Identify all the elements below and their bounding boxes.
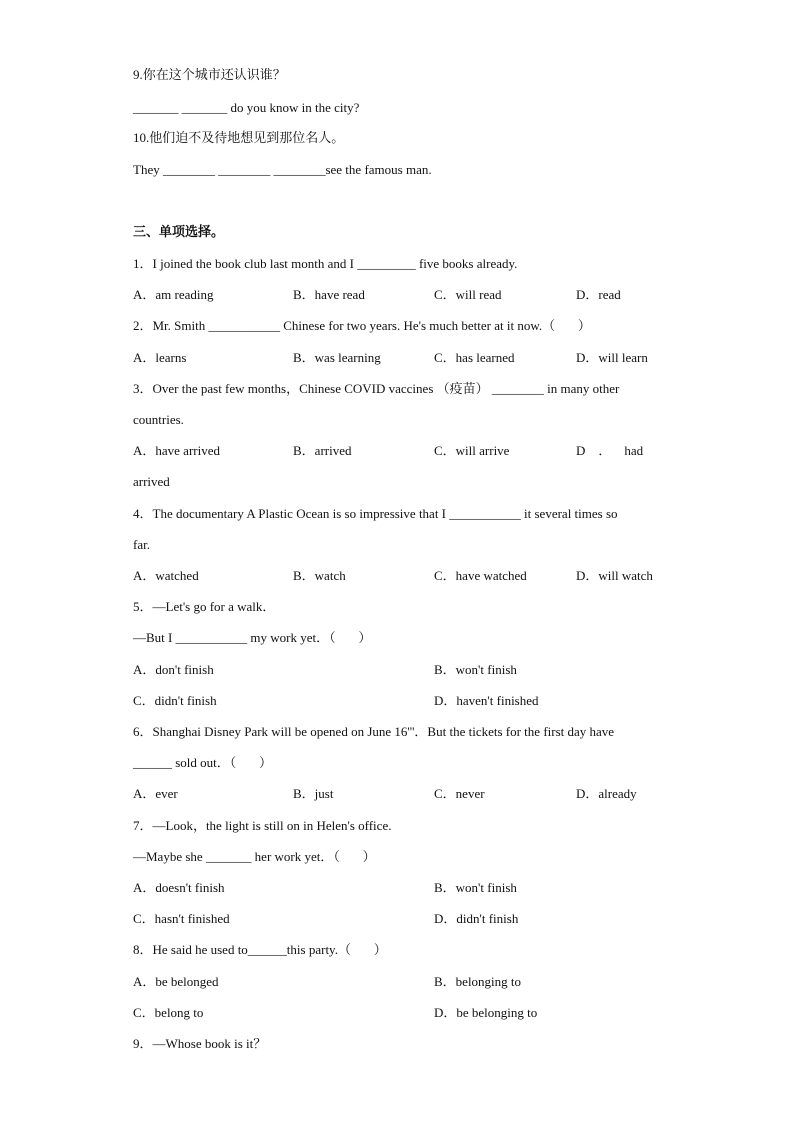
option-a[interactable]: A．doesn't finish [133,880,225,895]
question-stem-continued: countries. [133,412,184,427]
option-d[interactable]: D．will learn [576,350,648,365]
option-d[interactable]: D．didn't finish [434,911,519,926]
option-b[interactable]: B．arrived [293,443,352,458]
option-c[interactable]: C．will arrive [434,443,510,458]
option-a[interactable]: A．don't finish [133,662,214,677]
option-a[interactable]: A．ever [133,786,178,801]
question-stem: 7．—Look，the light is still on in Helen's office. [133,818,392,833]
option-a[interactable]: A．be belonged [133,974,219,989]
option-d[interactable]: D．haven't finished [434,693,539,708]
option-a[interactable]: A．learns [133,350,187,365]
question-stem: 4．The documentary A Plastic Ocean is so impressive that I ___________ it several times so [133,506,618,521]
option-c[interactable]: C．has learned [434,350,515,365]
option-b[interactable]: B．won't finish [434,880,517,895]
option-d[interactable]: D．will watch [576,568,653,583]
option-c[interactable]: C．hasn't finished [133,911,230,926]
question-stem-continued: ______ sold out．（ ） [133,755,273,770]
option-d[interactable]: D ． had [576,443,644,458]
option-b[interactable]: B．have read [293,287,365,302]
question-stem: 6．Shanghai Disney Park will be opened on June 16'''．But the tickets for the first day have [133,724,615,739]
option-d[interactable]: D．read [576,287,621,302]
question-stem: 8．He said he used to______this party.（ ） [133,942,387,957]
option-c[interactable]: C．didn't finish [133,693,217,708]
question-stem: 9．—Whose book is it？ [133,1036,267,1051]
section-title: 三、单项选择。 [133,224,225,239]
option-a[interactable]: A．am reading [133,287,214,302]
option-d[interactable]: D．be belonging to [434,1005,538,1020]
question-stem: 2．Mr. Smith ___________ Chinese for two years. He's much better at it now.（ ） [133,318,591,333]
option-b[interactable]: B．belonging to [434,974,522,989]
question-stem-continued: far. [133,537,150,552]
option-c[interactable]: C．never [434,786,485,801]
question-stem-continued: —Maybe she _______ her work yet．（ ） [133,849,376,864]
option-c[interactable]: C．will read [434,287,502,302]
q10-chinese-prompt: 10.他们迫不及待地想见到那位名人。 [133,130,345,145]
option-d-continued: arrived [133,474,170,489]
option-a[interactable]: A．watched [133,568,199,583]
option-b[interactable]: B．won't finish [434,662,517,677]
option-b[interactable]: B．was learning [293,350,381,365]
question-stem: 5．—Let's go for a walk． [133,599,276,614]
option-b[interactable]: B．just [293,786,334,801]
option-d[interactable]: D．already [576,786,637,801]
option-c[interactable]: C．have watched [434,568,527,583]
q9-english-sentence: _______ _______ do you know in the city? [133,100,360,115]
question-stem: 1．I joined the book club last month and I _________ five books already. [133,256,518,271]
option-c[interactable]: C．belong to [133,1005,204,1020]
option-a[interactable]: A．have arrived [133,443,220,458]
q10-english-sentence: They ________ ________ ________see the famous man. [133,162,432,177]
q9-chinese-prompt: 9.你在这个城市还认识谁？ [133,67,286,82]
option-b[interactable]: B．watch [293,568,346,583]
question-stem-continued: —But I ___________ my work yet．（ ） [133,630,372,645]
question-stem: 3．Over the past few months，Chinese COVID vaccines （疫苗） ________ in many other [133,381,620,396]
